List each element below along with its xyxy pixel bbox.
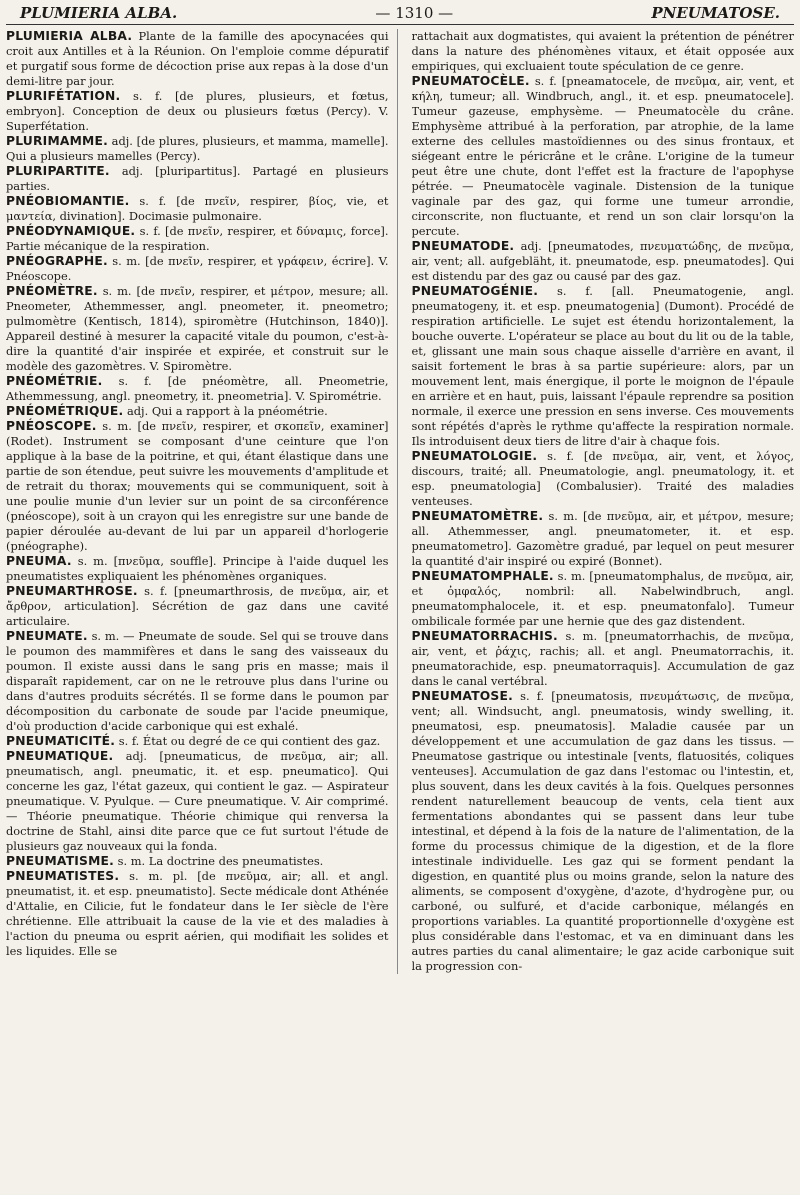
dictionary-entry (6, 224, 389, 254)
page-header (6, 4, 794, 25)
entry-definition: s. f. [de πνεῦμα, air, vent, et λόγος, discours, traité; all. Pneumatologie, angl. pneumatology, it. et esp. pneumatologia] (Combalusier). Traité des maladies venteuses. (411, 449, 794, 508)
dictionary-entry (412, 509, 795, 569)
entry-definition: s. m. [de πνεῖν, respirer, et σκοπεῖν, examiner] (Rodet). Instrument se composant d'une ceinture que l'on applique à la base de la poitrine, et qui, étant élastique dans une partie de son étendue, peut suivre les mouvements d'amplitude et de retrait du thorax; mouvements qui se communiquent, soit à une poulie munie d'un levier sur un point de sa circonférence (pnéoscope), soit à un crayon qui les enregistre sur une bande de papier déroulée au-devant de lui par un appareil d'horlogerie (pnéographe). (6, 419, 389, 553)
right-column (412, 29, 795, 974)
dictionary-entry (6, 29, 389, 89)
entry-headword: PNÉOMÉTRIQUE. (6, 404, 124, 418)
entry-definition: s. m. La doctrine des pneumatistes. (117, 854, 324, 868)
dictionary-entry (412, 74, 795, 239)
dictionary-entry (6, 554, 389, 584)
dictionary-entry (6, 869, 389, 959)
dictionary-entry (6, 419, 389, 554)
entry-definition: s. m. [de πνεῖν, respirer, et μέτρον, mesure; all. Pneometer, Athemmesser, angl. pneometer, it. pneometro; pulmomètre (Kentisch, 1814), spiromètre (Hutchinson, 1840)]. Appareil destiné à mesurer la capacité vitale du poumon, c'est-à-dire la quantité d'air inspirée et expirée, et construit sur le modèle des gazomètres. V. Spiromètre. (6, 284, 389, 373)
entry-headword: PNEUMATOCÈLE. (411, 74, 530, 88)
dictionary-entry (6, 749, 389, 854)
dictionary-entry (6, 254, 389, 284)
entry-definition: adj. Qui a rapport à la pnéométrie. (126, 404, 328, 418)
entry-headword: PNEUMATOSE. (411, 689, 513, 703)
entry-definition: Plante de la famille des apocynacées qui croit aux Antilles et à la Réunion. On l'emploie comme dépuratif et purgatif sous forme de décoction prise aux repas à la dose d'un demi-litre par jour. (6, 29, 389, 88)
entry-headword: PNEUMA. (6, 554, 72, 568)
entry-definition: s. f. [pneamatocele, de πνεῦμα, air, vent, et κήλη, tumeur; all. Windbruch, angl., it. et esp. pneumatocele]. Tumeur gazeuse, emphysème. — Pneumatocèle du crâne. Emphysème attribué à la perforation, par atrophie, de la lame externe des cellules mastoïdiennes ou des sinus frontaux, et siégeant entre le péricrâne et le crâne. L'origine de la tumeur peut être une chute, dont l'effet est la fracture de l'apophyse pétrée. — Pneumatocèle vaginale. Distension de la tunique vaginale par des gaz, qui forme une tumeur arrondie, circonscrite, non fluctuante, et rend un son clair lorsqu'on la percute. (411, 74, 794, 238)
page-number: — 1310 — (375, 4, 454, 22)
entry-headword: PNEUMATOGÉNIE. (411, 284, 539, 298)
dictionary-entry (412, 689, 795, 974)
entry-definition: s. f. État ou degré de ce qui contient des gaz. (118, 734, 381, 748)
entry-headword: PNEUMATE. (6, 629, 88, 643)
dictionary-entry (6, 284, 389, 374)
entry-definition: s. m. [pneumatorrhachis, de πνεῦμα, air, vent, et ῥάχις, rachis; all. et angl. Pneumatorrachis, it. pneumatorachide, esp. pneumatorraquis]. Accumulation de gaz dans le canal vertébral. (411, 629, 794, 688)
dictionary-entry (6, 89, 389, 134)
dictionary-entry (6, 854, 389, 869)
dictionary-entry (6, 404, 389, 419)
dictionary-entry (6, 194, 389, 224)
entry-definition: s. f. [all. Pneumatogenie, angl. pneumatogeny, it. et esp. pneumatogenia] (Dumont). Procédé de respiration artificielle. Le sujet est étendu horizontalement, la bouche ouverte. L'opérateur se place au bout du lit ou de la table, et, glissant une main sous chaque aisselle d'arrière en avant, il saisit fortement le bras à sa partie supérieure: alors, par un mouvement lent, mais énergique, il porte le moignon de l'épaule en arrière et en haut, puis, laissant l'épaule reprendre sa position normale, il exerce une pression en sens inverse. Ces mouvements sont répétés d'après le rythme qu'affecte la respiration normale. Ils introduisent deux tiers de litre d'air à chaque fois. (411, 284, 794, 448)
entry-headword: PNEUMATIQUE. (6, 749, 114, 763)
entry-definition: s. f. [de πνεῖν, respirer, βίος, vie, et μαντεία, divination]. Docimasie pulmonaire. (6, 194, 389, 223)
entry-headword: PNÉOBIOMANTIE. (6, 194, 130, 208)
header-left-term: PLUMIERIA ALBA. (20, 4, 178, 22)
entry-definition: adj. [pluripartitus]. Partagé en plusieurs parties. (6, 164, 389, 193)
entry-headword: PNÉOSCOPE. (6, 419, 97, 433)
entry-headword: PLURIFÉTATION. (6, 89, 121, 103)
entry-definition: adj. [de plures, plusieurs, et mamma, mamelle]. Qui a plusieurs mamelles (Percy). (6, 134, 389, 163)
two-column-body (6, 29, 794, 974)
entry-headword: PNEUMATOMPHALE. (411, 569, 554, 583)
dictionary-entry (6, 629, 389, 734)
entry-headword: PNÉOMÈTRE. (6, 284, 98, 298)
left-column (6, 29, 398, 974)
entry-definition: s. m. [πνεῦμα, souffle]. Principe à l'aide duquel les pneumatistes expliquaient les phénomènes organiques. (6, 554, 389, 583)
entry-definition: s. f. [de πνεῖν, respirer, et δύναμις, force]. Partie mécanique de la respiration. (6, 224, 389, 253)
entry-definition: adj. [pneumatodes, πνευματώδης, de πνεῦμα, air, vent; all. aufgebläht, it. pneumatode, esp. pneumatodes]. Qui est distendu par des gaz ou causé par des gaz. (411, 239, 794, 283)
dictionary-entry (6, 164, 389, 194)
dictionary-entry (6, 374, 389, 404)
entry-definition: s. m. [de πνεῖν, respirer, et γράφειν, écrire]. V. Pnéoscope. (6, 254, 389, 283)
entry-definition: s. f. [pneumatosis, πνευμάτωσις, de πνεῦμα, vent; all. Windsucht, angl. pneumatosis, windy swelling, it. pneumatosi, esp. pneumatosis]. Maladie causée par un développement et une accumulation de gaz dans les tissus. — Pneumatose gastrique ou intestinale [vents, flatuosités, coliques venteuses]. Accumulation de gaz dans l'estomac ou l'intestin, et, plus souvent, dans les deux cavités à la fois. Quelques personnes rendent naturellement beaucoup de vents, cela tient aux fermentations abondantes qui se passent dans leur tube intestinal, et dépend à la fois de la nature de l'alimentation, de la forme du processus chimique de la digestion, et de la flore intestinale individuelle. Les gaz qui se forment pendant la digestion, en quantité plus ou moins grande, selon la nature des aliments, se composent d'oxygène, d'azote, d'hydrogène pur, ou carboné, ou sulfuré, et d'acide carbonique, mélangés en proportions variables. La quantité proportionnelle d'oxygène est plus considérable dans l'estomac, et va en diminuant dans les autres parties du canal alimentaire; le gaz acide carbonique suit la progression con- (411, 689, 794, 973)
entry-headword: PNEUMATISME. (6, 854, 115, 868)
dictionary-entry (412, 569, 795, 629)
dictionary-entry (6, 134, 389, 164)
dictionary-entry (412, 449, 795, 509)
dictionary-entry (6, 734, 389, 749)
entry-headword: PNEUMATODE. (411, 239, 515, 253)
dictionary-entry (412, 629, 795, 689)
dictionary-entry (412, 239, 795, 284)
continuation-text: rattachait aux dogmatistes, qui avaient la prétention de pénétrer dans la nature des phénomènes vitaux, et était opposée aux empiriques, qui excluaient toute spéculation de ce genre. (411, 29, 794, 73)
header-right-term: PNEUMATOSE. (651, 4, 780, 22)
entry-headword: PNEUMATORRACHIS. (411, 629, 558, 643)
entry-definition: adj. [pneumaticus, de πνεῦμα, air; all. pneumatisch, angl. pneumatic, it. et esp. pneumatico]. Qui concerne les gaz, l'état gazeux, qui contient le gaz. — Aspirateur pneumatique. V. Pyulque. — Cure pneumatique. V. Air comprimé. — Théorie pneumatique. Théorie chimique qui renversa la doctrine de Stahl, ainsi dite parce que ce fut surtout l'étude de plusieurs gaz nouveaux qui la fonda. (6, 749, 389, 853)
entry-definition: s. f. [de pnéomètre, all. Pneometrie, Athemmessung, angl. pneometry, it. pneometria]. V. Spirométrie. (6, 374, 389, 403)
dictionary-entry (412, 284, 795, 449)
entry-definition: s. m. pl. [de πνεῦμα, air; all. et angl. pneumatist, it. et esp. pneumatisto]. Secte médicale dont Athénée d'Attalie, en Cilicie, fut le fondateur dans le Ier siècle de l'ère chrétienne. Elle attribuait la cause de la vie et des maladies à l'action du pneuma ou esprit aérien, qui modifiait les solides et les liquides. Elle se (6, 869, 389, 958)
entry-definition: s. f. [pneumarthrosis, de πνεῦμα, air, et ἄρθρον, articulation]. Sécrétion de gaz dans une cavité articulaire. (6, 584, 389, 628)
dictionary-entry (6, 584, 389, 629)
entry-definition: s. m. [de πνεῦμα, air, et μέτρον, mesure; all. Athemmesser, angl. pneumatometer, it. et esp. pneumatometro]. Gazomètre gradué, par lequel on peut mesurer la quantité d'air inspiré ou expiré (Bonnet). (411, 509, 794, 568)
entry-headword: PNEUMATICITÉ. (6, 734, 116, 748)
entry-headword: PNEUMATISTES. (6, 869, 120, 883)
entry-headword: PLURIMAMME. (6, 134, 108, 148)
entry-definition: s. m. [pneumatomphalus, de πνεῦμα, air, et ὀμφαλός, nombril: all. Nabelwindbruch, angl. pneumatomphalocele, it. et esp. pneumatonfalo]. Tumeur ombilicale formée par une hernie que des gaz distendent. (411, 569, 794, 628)
entry-definition: s. f. [de plures, plusieurs, et fœtus, embryon]. Conception de deux ou plusieurs fœtus (Percy). V. Superfétation. (6, 89, 389, 133)
entry-definition: s. m. — Pneumate de soude. Sel qui se trouve dans le poumon des mammifères et dans le sang des vaisseaux du poumon. Il existe aussi dans le sang pris en masse; mais il disparaît rapidement, car on ne le retrouve plus dans l'urine ou dans d'autres produits sécrétés. Il se forme dans le poumon par décomposition du carbonate de soude par l'acide pneumique, d'où production d'acide carbonique qui est exhalé. (6, 629, 389, 733)
entry-headword: PNEUMARTHROSE. (6, 584, 138, 598)
entry-headword: PNEUMATOLOGIE. (411, 449, 538, 463)
entry-headword: PNÉODYNAMIQUE. (6, 224, 136, 238)
entry-headword: PNÉOMÉTRIE. (6, 374, 103, 388)
entry-headword: PNEUMATOMÈTRE. (411, 509, 544, 523)
entry-headword: PNÉOGRAPHE. (6, 254, 108, 268)
entry-headword: PLURIPARTITE. (6, 164, 110, 178)
entry-headword: PLUMIERIA ALBA. (6, 29, 133, 43)
